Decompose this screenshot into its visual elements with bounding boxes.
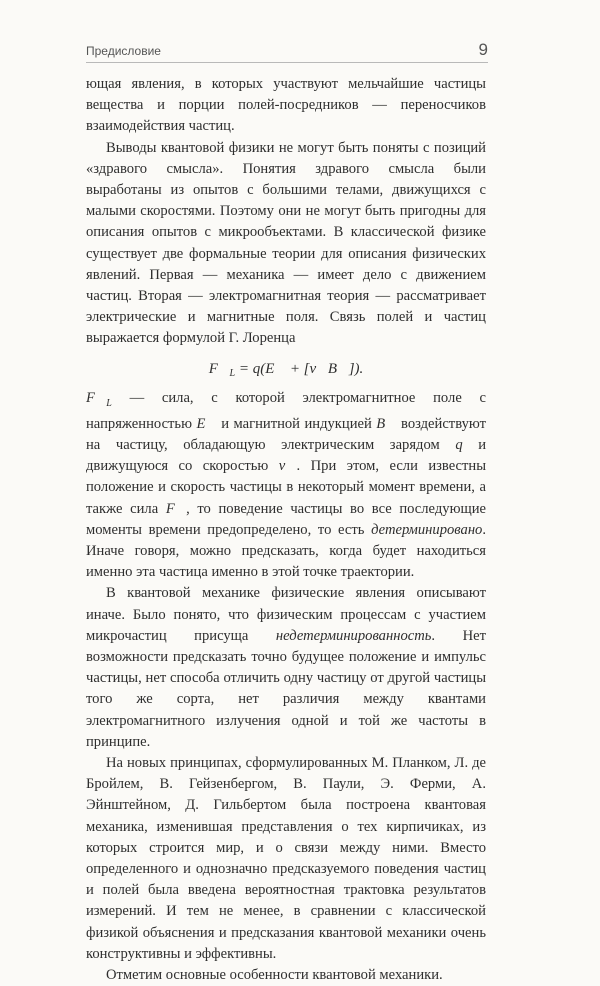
paragraph-1: ющая явления, в которых участвуют мельчайшие частицы вещества и порции полей-посредников — переносчиков взаимодействия частиц. [86, 76, 486, 135]
sym-f: $F_L$ [86, 389, 112, 409]
emph-determined: детерминировано [371, 521, 483, 538]
sym-q: q [455, 436, 463, 453]
paragraph-5: На новых принципах, сформулированных М. Планком, Л. де Бройлем, В. Гейзенбергом, В. Паули, Э. Ферми, А. Эйнштейном, Д. Гильбертом была построена квантовая механика, изменившая представления о тех кирпичиках, из которых строится мир, и о связи между ними. Вместо определенного и однозначно предсказуемого поведения частиц и полей была введена вероятностная трактовка результатов измерений. И тем не менее, в сравнении с классической физикой объяснения и предсказания квантовой механики очень конструктивны и эффективны. [86, 755, 486, 962]
sym-b: B [376, 415, 397, 432]
field-e-symbol: E [265, 360, 287, 377]
paragraph-2: Выводы квантовой физики не могут быть поняты с позиций «здравого смысла». Понятия здравого смысла были выработаны из опытов с большими телами, движущихся с малыми скоростями. Поэтому они не могут быть пригодны для описания опытов с микрообъектами. В классической физике существует две формальные теории для описания физических явлений. Первая — механика — имеет дело с движением частиц. Вторая — электромагнитная теория — рассматривает электрические и магнитные поля. Связь полей и частиц выражается формулой Г. Лоренца [86, 139, 486, 347]
field-b-symbol: B [327, 360, 349, 377]
paragraph-3: $F_L$ — сила, с которой электромагнитное поле с напряженностью E и магнитной индукцией B воздействуют на частицу, обладающую электрическим зарядом q и движущуюся со скоростью v. При этом, если известны положение и скорость частицы в некоторый момент времени, а также сила F, то поведение частицы во все последующие моменты времени предопределено, то есть детерминировано. Иначе говоря, можно предсказать, когда будет находиться именно эта частица именно в этой точке траектории. [86, 389, 487, 581]
sym-f2: F [165, 500, 187, 517]
sym-v: v [278, 458, 297, 475]
force-symbol: $F_L$ [208, 360, 236, 379]
formula-part: ]). [348, 360, 364, 377]
paragraph-4: В квантовой механике физические явления описывают иначе. Было понято, что физическим процессам с участием микрочастиц присуща недетерминированность. Нет возможности предсказать точно будущее положение и импульс частицы, нет способа отличить одну частицу от другой частицы того же сорта, нет различия между квантами электромагнитного излучения одной и той же частоты в принципе. [86, 585, 486, 750]
emph-nondetermined: недетерминированность [275, 627, 432, 644]
body-text [86, 74, 486, 986]
page-number: 9 [478, 40, 488, 59]
running-head [86, 40, 488, 63]
sym-e: E [196, 415, 217, 432]
lorentz-formula [86, 354, 486, 384]
formula-part: = q( [238, 360, 266, 377]
paragraph-6: Отметим основные особенности квантовой механики. [106, 967, 443, 984]
section-title: Предисловие [86, 44, 161, 58]
velocity-symbol: v [309, 360, 328, 377]
formula-part: + [ [286, 360, 310, 377]
